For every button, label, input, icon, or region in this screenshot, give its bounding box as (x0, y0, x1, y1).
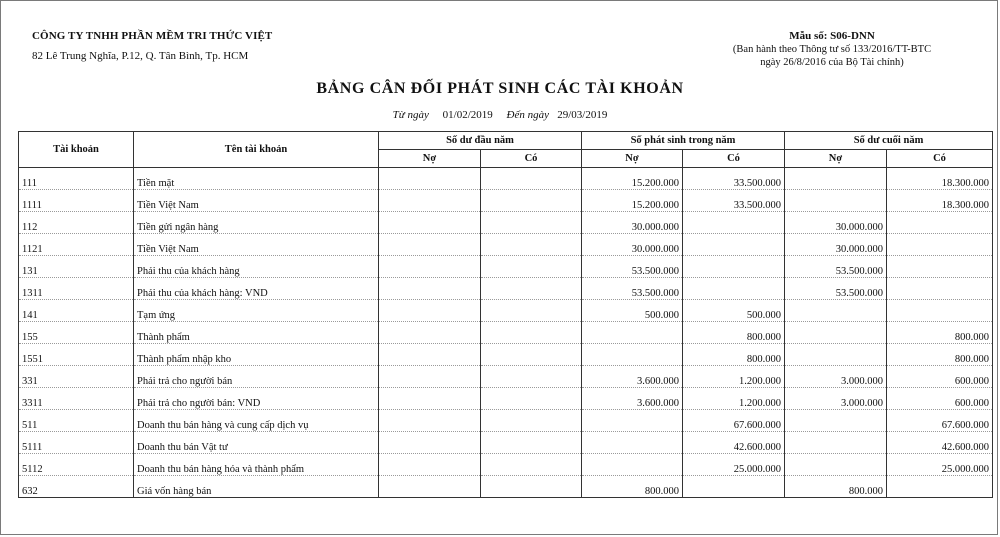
account-name-cell: Doanh thu bán Vật tư (134, 432, 379, 454)
movement-debit-cell (582, 432, 683, 454)
closing-credit-cell: 25.000.000 (887, 454, 993, 476)
movement-credit-cell: 800.000 (683, 344, 785, 366)
opening-credit-cell (481, 476, 582, 498)
report-title: BẢNG CÂN ĐỐI PHÁT SINH CÁC TÀI KHOẢN (316, 80, 684, 97)
table-row (19, 410, 993, 432)
opening-credit-cell (481, 322, 582, 344)
account-name-cell: Tạm ứng (134, 300, 379, 322)
movement-debit-cell (582, 322, 683, 344)
table-row (19, 432, 993, 454)
closing-debit-cell: 3.000.000 (785, 388, 887, 410)
account-cell: 131 (19, 256, 134, 278)
account-name-cell: Giá vốn hàng bán (134, 476, 379, 498)
closing-debit-cell (785, 410, 887, 432)
movement-credit-cell (683, 476, 785, 498)
closing-credit-cell: 600.000 (887, 366, 993, 388)
movement-debit-cell: 53.500.000 (582, 278, 683, 300)
account-name-cell: Doanh thu bán hàng và cung cấp dịch vụ (134, 410, 379, 432)
closing-debit-cell (785, 168, 887, 190)
company-address: 82 Lê Trung Nghĩa, P.12, Q. Tân Bình, Tp. HCM (32, 50, 249, 62)
from-date: 01/02/2019 (442, 109, 493, 121)
movement-credit-cell: 33.500.000 (683, 190, 785, 212)
account-name-cell: Phải trả cho người bán: VND (134, 388, 379, 410)
account-name-cell: Phải trả cho người bán (134, 366, 379, 388)
opening-credit-cell (481, 410, 582, 432)
account-name-cell: Thành phẩm nhập kho (134, 344, 379, 366)
account-name-cell: Phải thu của khách hàng (134, 256, 379, 278)
movement-debit-cell: 3.600.000 (582, 388, 683, 410)
closing-credit-cell: 600.000 (887, 388, 993, 410)
movement-credit-cell (683, 234, 785, 256)
opening-debit-cell (379, 168, 481, 190)
table-row (19, 190, 993, 212)
table-row (19, 256, 993, 278)
form-code: Mẫu số: S06-DNN (789, 30, 875, 42)
to-date-label: Đến ngày (506, 109, 549, 121)
table-row (19, 388, 993, 410)
movement-credit-cell (683, 278, 785, 300)
table-row (19, 300, 993, 322)
header-opening-credit: Có (481, 150, 582, 168)
movement-credit-cell: 500.000 (683, 300, 785, 322)
opening-credit-cell (481, 300, 582, 322)
header-closing-debit: Nợ (785, 150, 887, 168)
closing-credit-cell (887, 476, 993, 498)
opening-debit-cell (379, 454, 481, 476)
account-cell: 5111 (19, 432, 134, 454)
account-cell: 1311 (19, 278, 134, 300)
account-cell: 1111 (19, 190, 134, 212)
closing-credit-cell: 18.300.000 (887, 190, 993, 212)
movement-debit-cell (582, 410, 683, 432)
closing-debit-cell: 30.000.000 (785, 234, 887, 256)
from-date-label: Từ ngày (392, 109, 429, 121)
trial-balance-table (18, 131, 993, 498)
account-name-cell: Doanh thu bán hàng hóa và thành phẩm (134, 454, 379, 476)
account-cell: 141 (19, 300, 134, 322)
table-row (19, 322, 993, 344)
header-movement: Số phát sinh trong năm (582, 132, 785, 150)
account-cell: 112 (19, 212, 134, 234)
movement-debit-cell: 500.000 (582, 300, 683, 322)
opening-credit-cell (481, 256, 582, 278)
account-cell: 111 (19, 168, 134, 190)
opening-debit-cell (379, 190, 481, 212)
account-name-cell: Phải thu của khách hàng: VND (134, 278, 379, 300)
movement-debit-cell: 3.600.000 (582, 366, 683, 388)
header-movement-debit: Nợ (582, 150, 683, 168)
closing-debit-cell (785, 300, 887, 322)
closing-debit-cell: 53.500.000 (785, 256, 887, 278)
account-cell: 1551 (19, 344, 134, 366)
movement-credit-cell: 1.200.000 (683, 366, 785, 388)
account-name-cell: Thành phẩm (134, 322, 379, 344)
movement-credit-cell: 67.600.000 (683, 410, 785, 432)
table-row (19, 168, 993, 190)
closing-credit-cell (887, 212, 993, 234)
movement-credit-cell (683, 256, 785, 278)
opening-credit-cell (481, 168, 582, 190)
closing-debit-cell (785, 432, 887, 454)
closing-debit-cell (785, 190, 887, 212)
opening-credit-cell (481, 278, 582, 300)
table-body (19, 168, 993, 498)
opening-credit-cell (481, 234, 582, 256)
form-issued-line1: (Ban hành theo Thông tư số 133/2016/TT-BTC (732, 44, 932, 55)
account-cell: 155 (19, 322, 134, 344)
closing-credit-cell: 800.000 (887, 322, 993, 344)
header-opening-debit: Nợ (379, 150, 481, 168)
opening-credit-cell (481, 190, 582, 212)
opening-debit-cell (379, 388, 481, 410)
movement-debit-cell: 15.200.000 (582, 168, 683, 190)
closing-debit-cell: 800.000 (785, 476, 887, 498)
account-cell: 1121 (19, 234, 134, 256)
movement-debit-cell: 30.000.000 (582, 234, 683, 256)
account-name-cell: Tiền Việt Nam (134, 190, 379, 212)
to-date: 29/03/2019 (557, 109, 608, 121)
form-info (712, 30, 952, 69)
header-account-name: Tên tài khoản (134, 132, 379, 168)
company-name: CÔNG TY TNHH PHẦN MỀM TRI THỨC VIỆT (32, 30, 273, 42)
opening-debit-cell (379, 366, 481, 388)
movement-credit-cell: 25.000.000 (683, 454, 785, 476)
movement-debit-cell: 15.200.000 (582, 190, 683, 212)
header-movement-credit: Có (683, 150, 785, 168)
closing-credit-cell: 42.600.000 (887, 432, 993, 454)
opening-debit-cell (379, 322, 481, 344)
movement-debit-cell: 800.000 (582, 476, 683, 498)
closing-debit-cell (785, 344, 887, 366)
closing-debit-cell: 3.000.000 (785, 366, 887, 388)
table-row (19, 212, 993, 234)
opening-debit-cell (379, 256, 481, 278)
opening-debit-cell (379, 410, 481, 432)
closing-credit-cell: 800.000 (887, 344, 993, 366)
opening-debit-cell (379, 300, 481, 322)
opening-debit-cell (379, 212, 481, 234)
opening-debit-cell (379, 234, 481, 256)
table-row (19, 344, 993, 366)
account-name-cell: Tiền mặt (134, 168, 379, 190)
movement-credit-cell: 33.500.000 (683, 168, 785, 190)
report-period (0, 109, 1000, 121)
closing-credit-cell (887, 278, 993, 300)
opening-debit-cell (379, 278, 481, 300)
closing-debit-cell (785, 454, 887, 476)
account-cell: 5112 (19, 454, 134, 476)
closing-debit-cell: 53.500.000 (785, 278, 887, 300)
movement-credit-cell: 800.000 (683, 322, 785, 344)
account-cell: 331 (19, 366, 134, 388)
closing-credit-cell (887, 256, 993, 278)
closing-credit-cell (887, 234, 993, 256)
movement-credit-cell: 42.600.000 (683, 432, 785, 454)
movement-debit-cell: 30.000.000 (582, 212, 683, 234)
table-row (19, 454, 993, 476)
opening-credit-cell (481, 212, 582, 234)
form-issued-line2: ngày 26/8/2016 của Bộ Tài chính) (760, 57, 904, 68)
header-opening-balance: Số dư đầu năm (379, 132, 582, 150)
opening-credit-cell (481, 454, 582, 476)
movement-debit-cell (582, 344, 683, 366)
opening-credit-cell (481, 366, 582, 388)
closing-credit-cell (887, 300, 993, 322)
movement-debit-cell (582, 454, 683, 476)
account-cell: 511 (19, 410, 134, 432)
opening-credit-cell (481, 432, 582, 454)
account-cell: 3311 (19, 388, 134, 410)
account-name-cell: Tiền gửi ngân hàng (134, 212, 379, 234)
account-cell: 632 (19, 476, 134, 498)
closing-credit-cell: 18.300.000 (887, 168, 993, 190)
table-row (19, 278, 993, 300)
opening-debit-cell (379, 476, 481, 498)
closing-debit-cell (785, 322, 887, 344)
table-row (19, 476, 993, 498)
opening-credit-cell (481, 388, 582, 410)
movement-debit-cell: 53.500.000 (582, 256, 683, 278)
header-closing-credit: Có (887, 150, 993, 168)
header-account: Tài khoản (19, 132, 134, 168)
opening-debit-cell (379, 344, 481, 366)
movement-credit-cell: 1.200.000 (683, 388, 785, 410)
opening-credit-cell (481, 344, 582, 366)
header-closing-balance: Số dư cuối năm (785, 132, 993, 150)
closing-debit-cell: 30.000.000 (785, 212, 887, 234)
movement-credit-cell (683, 212, 785, 234)
closing-credit-cell: 67.600.000 (887, 410, 993, 432)
table-row (19, 366, 993, 388)
account-name-cell: Tiền Việt Nam (134, 234, 379, 256)
opening-debit-cell (379, 432, 481, 454)
table-row (19, 234, 993, 256)
